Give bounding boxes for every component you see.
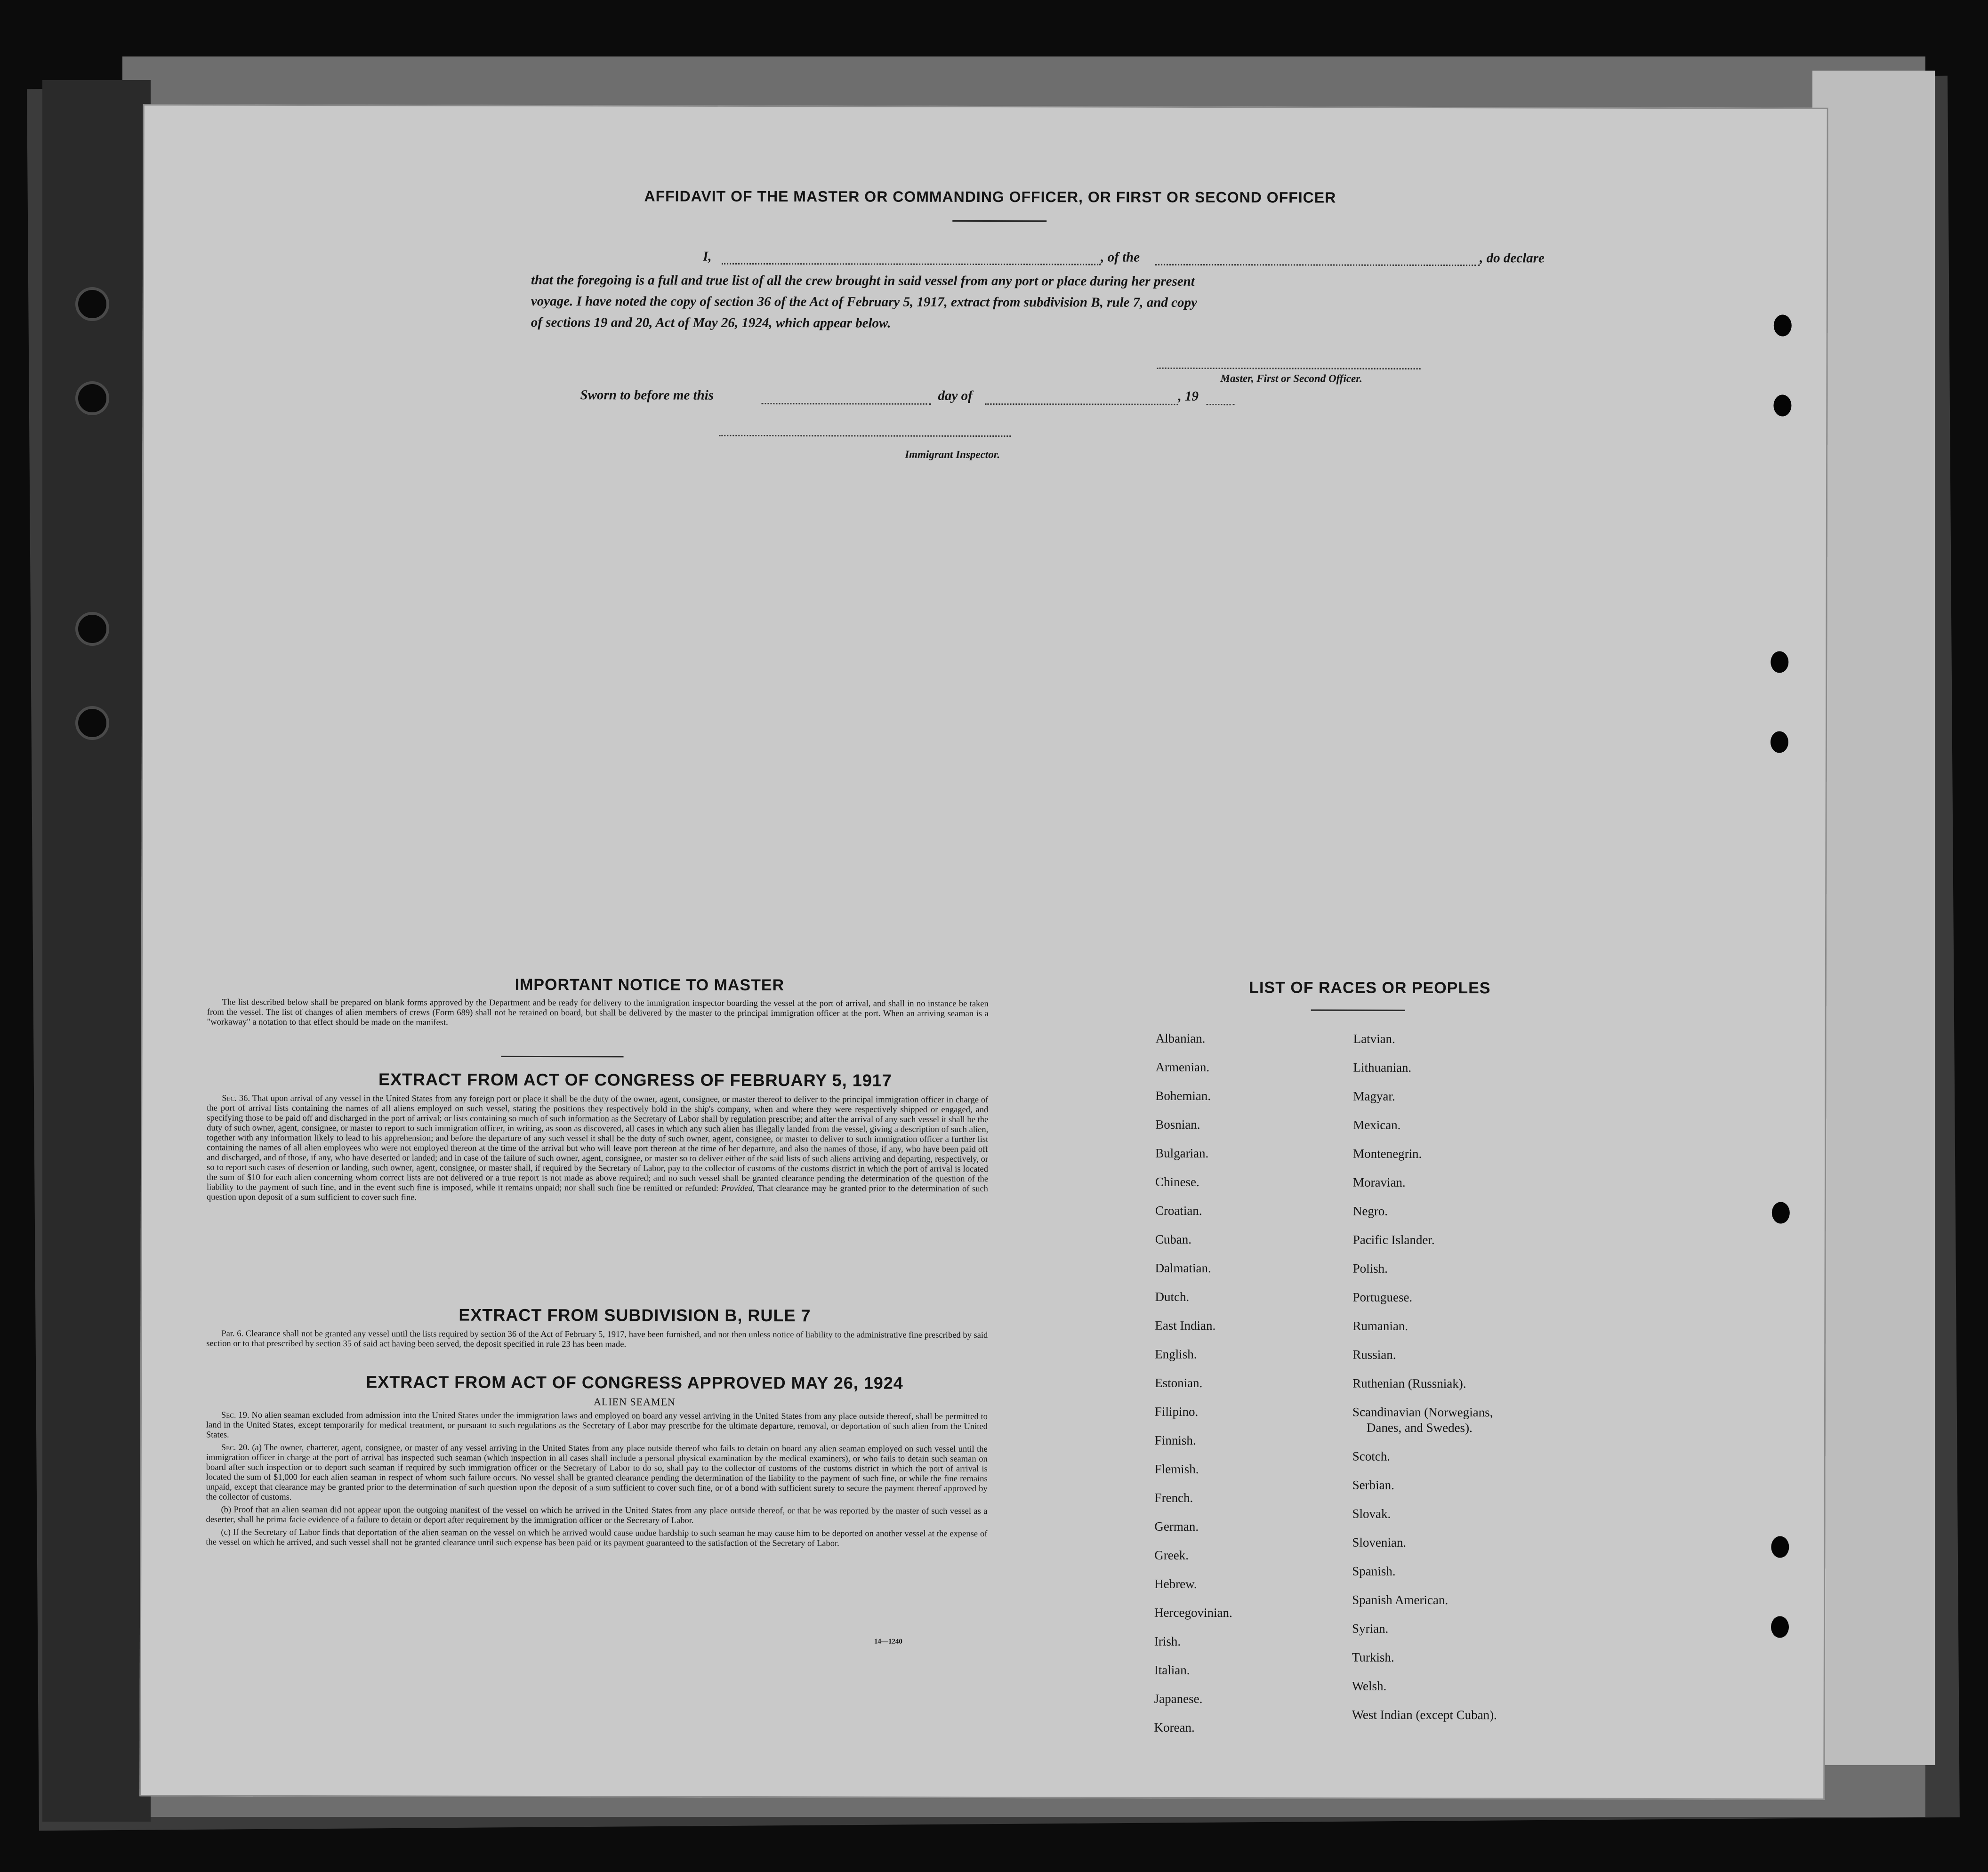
notice-paragraph: The list described below shall be prepared on blank forms approved by the Department and be ready for delivery to the immigration inspector boarding the vessel at the port of arrival, and shall in no instance be taken from the vessel. The list of changes of alien members of crews (Form 689) shall not be retained on board, but shall be delivered by the master to the principal immigration officer at the port. When an arriving seaman is a "workaway" a notation to that effect should be made on the manifest. [207,997,989,1028]
race-item: Bosnian. [1155,1117,1200,1132]
sworn-month-field[interactable] [985,403,1178,405]
race-item: Bulgarian. [1155,1146,1209,1161]
race-item: Slovenian. [1352,1535,1407,1550]
race-item: Armenian. [1155,1060,1210,1075]
document-page [139,104,1828,1800]
race-item: West Indian (except Cuban). [1352,1707,1497,1722]
race-item: Japanese. [1154,1691,1203,1706]
punch-hole-icon [1771,1616,1789,1638]
race-item: Welsh. [1352,1679,1387,1693]
affidavit-of-the: , of the [1101,249,1140,265]
race-item: Dalmatian. [1155,1261,1211,1276]
binder-hole-icon [75,612,109,646]
sworn-label: Sworn to before me this [580,387,714,403]
affidavit-body [531,270,1614,336]
section-20c-paragraph: (c) If the Secretary of Labor finds that deportation of the alien seaman on the vessel on which he arrived would cause undue hardship to such seaman he may cause him to be deported on another vessel at the expense of the vessel on which he arrived, and such vessel shall not be granted clearance until such expense has been paid or its payment guaranteed to the satisfaction of the Secretary of Labor. [206,1527,988,1549]
race-item: Hebrew. [1154,1576,1197,1591]
races-right-column [1352,1025,1498,1730]
affidavit-line-4: of sections 19 and 20, Act of May 26, 1924, which appear below. [531,314,891,331]
binder-hole-icon [75,287,109,321]
race-item: Greek. [1154,1548,1189,1562]
race-item: Spanish. [1352,1564,1396,1578]
section-19-paragraph [206,1411,988,1442]
race-item: Polish. [1352,1261,1388,1276]
binder-hole-icon [75,381,109,415]
inspector-signature-line[interactable] [719,435,1011,437]
master-signature-line[interactable] [1157,368,1421,370]
affidavit-line-1 [703,249,1597,270]
race-item: Hercegovinian. [1154,1605,1232,1620]
binder-strip [42,80,151,1822]
master-name-field[interactable] [722,263,1101,265]
race-item: French. [1154,1490,1193,1505]
binder-hole-icon [75,706,109,740]
races-divider [1311,1009,1405,1011]
form-number: 14—1240 [874,1638,902,1646]
race-item: Bohemian. [1155,1088,1211,1103]
race-item: Latvian. [1353,1031,1395,1046]
race-item: German. [1154,1519,1199,1534]
vessel-name-field[interactable] [1155,264,1480,266]
race-item: English. [1155,1347,1197,1361]
punch-hole-icon [1771,1536,1789,1558]
section-20-label: Sec. 20. [221,1443,250,1453]
race-item: Montenegrin. [1353,1146,1422,1161]
race-item: Negro. [1352,1204,1388,1218]
race-item: Dutch. [1155,1289,1190,1304]
race-item: Russian. [1352,1347,1396,1362]
section-divider [501,1056,624,1058]
extract-1924-text [206,1411,988,1552]
sworn-year-field[interactable] [1206,404,1234,405]
inspector-label: Immigrant Inspector. [905,448,1000,461]
races-title: LIST OF RACES OR PEOPLES [1249,979,1491,997]
notice-text [207,998,989,1032]
race-item: Danes, and Swedes). [1366,1420,1473,1435]
back-sheet-edge [1812,71,1935,1765]
master-signature-label: Master, First or Second Officer. [1220,372,1362,385]
race-item: Mexican. [1353,1117,1401,1132]
section-36-paragraph [207,1094,988,1204]
races-left-column [1154,1024,1233,1742]
race-item: Albanian. [1155,1031,1206,1045]
extract-rule7-text [206,1329,988,1353]
affidavit-line-3: voyage. I have noted the copy of section 36 of the Act of February 5, 1917, extract from subdivision B, rule 7, and copy [531,293,1197,310]
race-item: Scotch. [1352,1449,1391,1463]
year-label: , 19 [1178,388,1199,404]
race-item: Flemish. [1154,1462,1199,1476]
race-item: Korean. [1154,1720,1195,1735]
race-item: Croatian. [1155,1203,1202,1218]
day-of-label: day of [938,388,973,403]
race-item: Ruthenian (Russniak). [1352,1376,1466,1391]
race-item: Estonian. [1155,1375,1203,1390]
punch-hole-icon [1771,651,1788,673]
punch-hole-icon [1774,315,1792,337]
title-divider [952,220,1046,222]
extract-rule7-title: EXTRACT FROM SUBDIVISION B, RULE 7 [459,1305,811,1326]
section-36-text: That upon arrival of any vessel in the United States from any foreign port or place it shall be the duty of the owner, agent, consignee, or master thereof to deliver to the principal immigration officer in charge of the port of arrival lists containing the names of all aliens employed on such vessel, stating the positions they respectively hold in the ship's company, when and where they were respectively shipped or engaged, and specifying those to be paid off and discharged in the port of arrival; or lists containing so much of such information as the Secretary of Labor shall by regulation prescribe; and after the arrival of any such vessel it shall be the duty of such owner, agent, consignee, or master to report to such immigration officer, in writing, as soon as discovered, all cases in which any such alien has illegally landed from the vessel, giving a description of such alien, together with any information likely to lead to his apprehension; and before the departure of any such vessel it shall be the duty of such owner, agent, consignee, or master to deliver to such immigration officer a further list containing the names of all alien employees who were not employed thereon at the time of the arrival but who will leave port thereon at the time of her departure, and also the names of those, if any, who have been paid off and discharged, and of those, if any, who have deserted or landed; and in case of the failure of such owner, agent, consignee, or master so to deliver either of the said lists of such aliens arriving and departing, respectively, or so to report such cases of desertion or landing, such owner, agent, consignee, or master shall, if required by the Secretary of Labor, pay to the collector of customs of the customs district in which the port of arrival is located the sum of $10 for each alien concerning whom correct lists are not delivered or a true report is not made as above required; and no such vessel shall be granted clearance pending the determination of the question of the liability to the payment of such fine, and in the event such fine is imposed, while it remains unpaid; nor shall such fine be remitted or refunded: [206,1093,989,1193]
punch-hole-icon [1773,395,1791,417]
race-item: Rumanian. [1352,1318,1409,1333]
section-19-text: No alien seaman excluded from admission into the United States under the immigration laws and employed on board any vessel arriving in the United States from any place outside thereof, shall be permitted to land in the United States, except temporarily for medical treatment, or pursuant to such regulations as the Secretary of Labor may prescribe for the ultimate departure, removal, or deportation of such alien from the United States. [206,1410,988,1440]
alien-seamen-subtitle: ALIEN SEAMEN [594,1396,676,1408]
section-20b-paragraph: (b) Proof that an alien seaman did not appear upon the outgoing manifest of the vessel on which he arrived in the United States from any place outside thereof, or that he was reported by the master of such vessel as a deserter, shall be prima facie evidence of a failure to detain or deport after requirement by the immigration officer or the Secretary of Labor. [206,1505,988,1526]
race-item: Scandinavian (Norwegians, [1352,1405,1493,1420]
race-item: Spanish American. [1352,1592,1449,1607]
race-item: Serbian. [1352,1478,1394,1492]
race-item: Slovak. [1352,1506,1391,1521]
section-19-label: Sec. 19. [221,1410,250,1420]
sworn-day-field[interactable] [761,403,931,405]
punch-hole-icon [1771,731,1788,753]
race-item: Italian. [1154,1663,1190,1677]
race-item: Cuban. [1155,1232,1192,1246]
section-20a-text: (a) The owner, charterer, agent, consignee, or master of any vessel arriving in the United States from any place outside thereof who fails to detain on board any alien seaman employed on such vessel until the immigration officer in charge at the port of arrival has inspected such seaman (which inspection in all cases shall include a personal physical examination by the medical examiners), or who fails to detain such seaman on board after such inspection or to deport such seaman if required by such immigration officer or the Secretary of Labor to do so, shall pay to the collector of customs of the customs district in which the port of arrival is located the sum of $1,000 for each alien seaman in respect of whom such failure occurs. No vessel shall be granted clearance pending the determination of the liability to the payment of such fine, or while the fine remains unpaid, except that clearance may be granted prior to the determination of such question upon the deposit of a sum sufficient to cover such fine, or of a bond with sufficient surety to secure the payment thereof approved by the collector of customs. [206,1443,988,1502]
race-item: East Indian. [1155,1318,1216,1333]
notice-title: IMPORTANT NOTICE TO MASTER [515,975,785,995]
race-item: Moravian. [1352,1175,1406,1189]
race-item: Chinese. [1155,1174,1199,1189]
extract-1924-title: EXTRACT FROM ACT OF CONGRESS APPROVED MAY 26, 1924 [366,1372,903,1393]
race-item: Finnish. [1154,1433,1196,1447]
section-36-text-end: That clearance may be granted prior to the determination of such question upon deposit of a sum sufficient to cover such fine. [206,1183,988,1203]
affidavit-declare: , do declare [1480,250,1545,266]
section-20a-paragraph [206,1443,988,1504]
section-36-label: Sec. 36. [222,1093,250,1103]
race-item: Irish. [1154,1634,1181,1648]
extract-1917-title: EXTRACT FROM ACT OF CONGRESS OF FEBRUARY 5, 1917 [378,1069,892,1090]
affidavit-i: I, [703,249,712,264]
race-item: Turkish. [1352,1650,1394,1664]
race-item: Lithuanian. [1353,1060,1412,1075]
race-item: Syrian. [1352,1621,1389,1636]
extract-1917-text [207,1094,988,1207]
race-item: Pacific Islander. [1352,1232,1435,1247]
rule7-paragraph: Par. 6. Clearance shall not be granted any vessel until the lists required by section 36 of the Act of February 5, 1917, have been furnished, and not then unless notice of liability to the administrative fine prescribed by said section or to that prescribed by section 35 of said act having been served, the deposit specified in rule 23 has been made. [206,1329,988,1350]
affidavit-title: AFFIDAVIT OF THE MASTER OR COMMANDING OFFICER, OR FIRST OR SECOND OFFICER [644,187,1336,206]
punch-hole-icon [1772,1202,1790,1224]
race-item: Portuguese. [1352,1290,1413,1304]
provided-label: Provided, [721,1183,755,1193]
sworn-line [580,387,1427,409]
race-item: Filipino. [1154,1404,1199,1419]
race-item: Magyar. [1353,1089,1395,1103]
affidavit-line-2: that the foregoing is a full and true list of all the crew brought in said vessel from any port or place during her present [531,272,1195,289]
